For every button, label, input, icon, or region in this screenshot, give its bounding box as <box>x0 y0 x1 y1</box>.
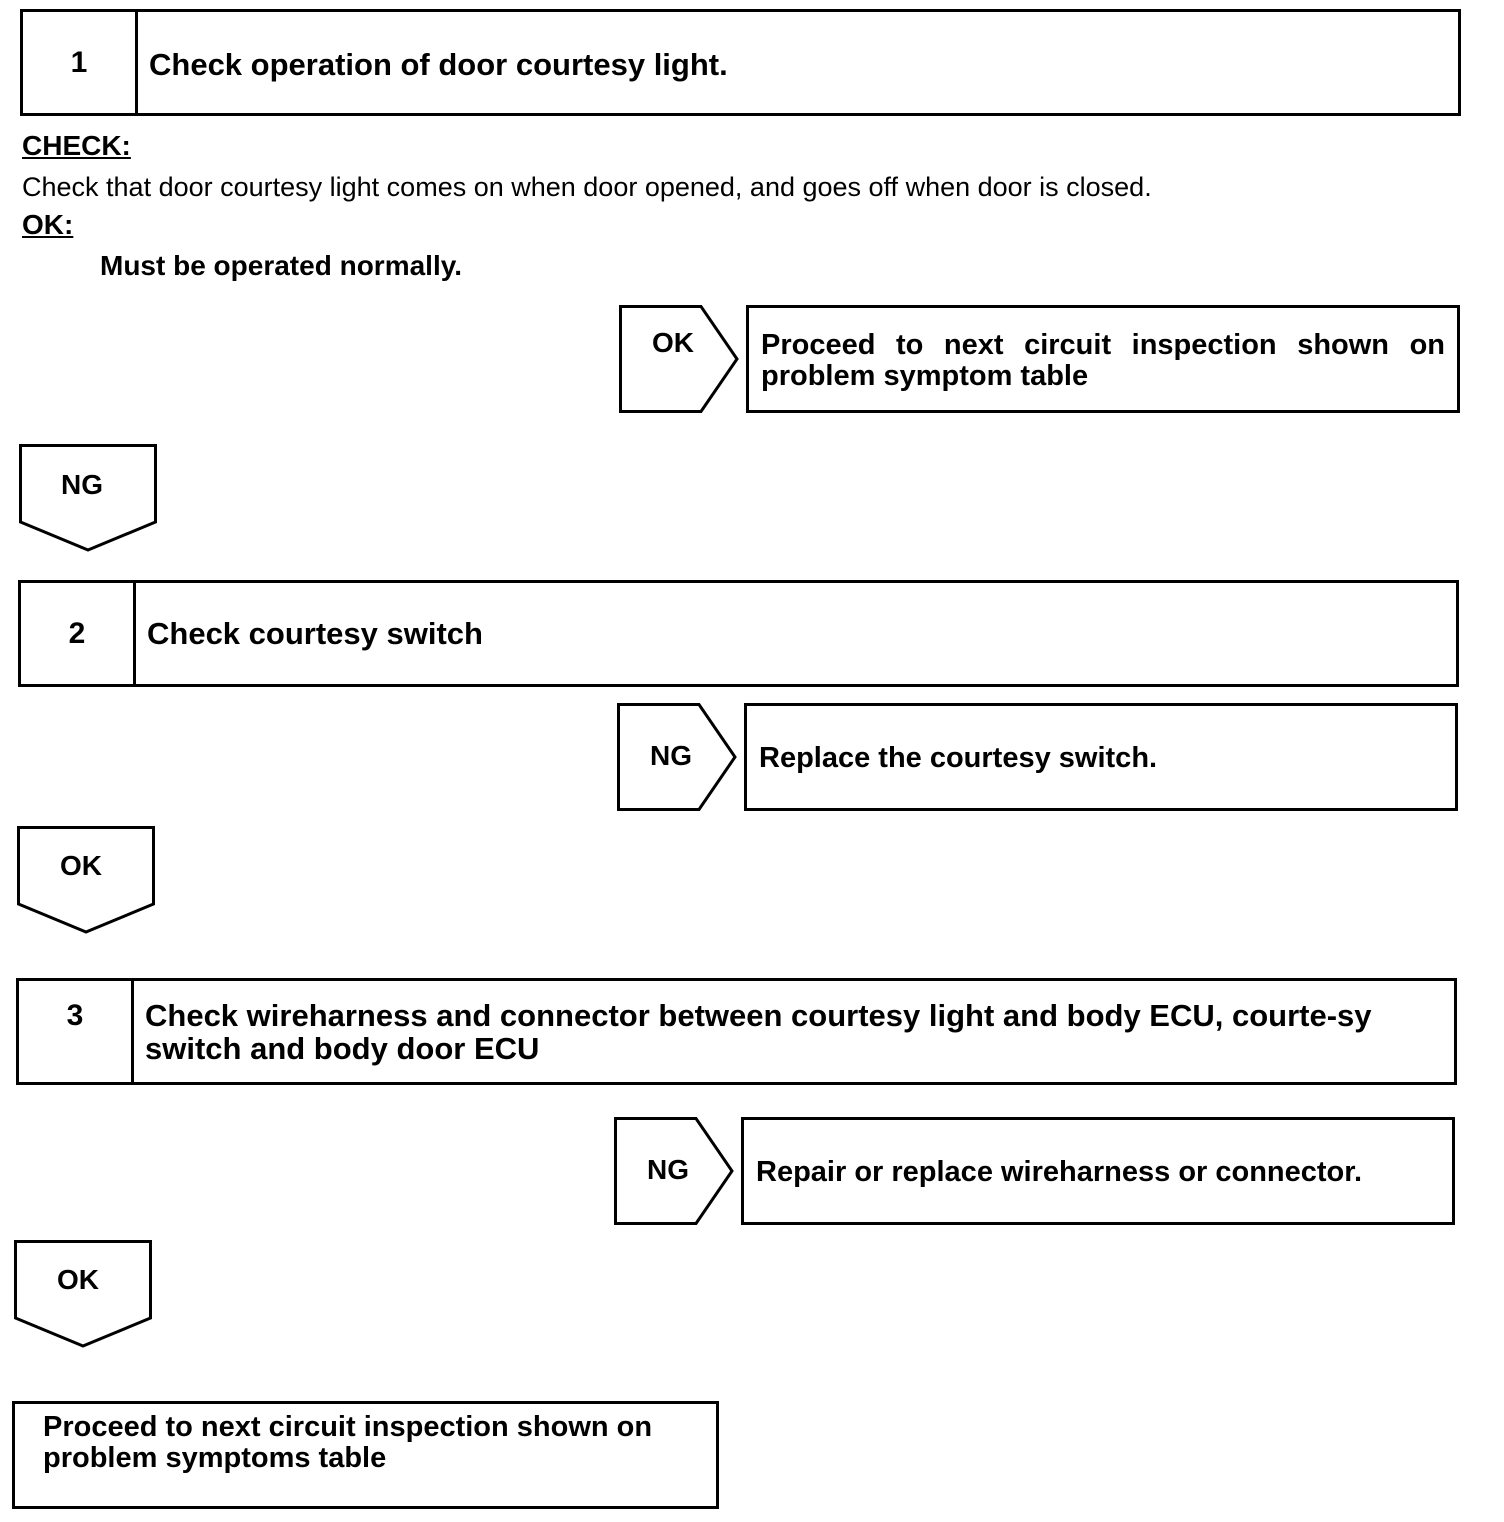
step-3-box <box>16 978 1457 1085</box>
step-1-box <box>20 9 1461 116</box>
step-2-number: 2 <box>21 583 136 684</box>
step-2-ng-result-text: Replace the courtesy switch. <box>759 742 1158 774</box>
step-2-box <box>18 580 1459 687</box>
step-1-number: 1 <box>23 12 138 113</box>
step-2-title: Check courtesy switch <box>147 616 483 651</box>
ok-arrow-right <box>619 305 741 413</box>
step-1-ok-tag: OK <box>652 327 694 358</box>
step-3-ok-tag: OK <box>57 1264 99 1295</box>
step-2-ok-tag: OK <box>60 850 102 881</box>
ok-label: OK: <box>22 209 74 240</box>
check-text: Check that door courtesy light comes on when door opened, and goes off when door is closed. <box>22 172 1152 202</box>
step-1-ok-result <box>746 305 1460 413</box>
check-label: CHECK: <box>22 130 131 161</box>
step-1-ok-result-text: Proceed to next circuit inspection shown on problem symptom table <box>761 329 1445 392</box>
step-2-ng-result <box>744 703 1458 811</box>
step-3-title: Check wireharness and connector between courtesy light and body ECU, courte-sy switch and body door ECU <box>145 998 1372 1066</box>
step-3-ng-result-text: Repair or replace wireharness or connector. <box>756 1156 1363 1188</box>
final-result-text: Proceed to next circuit inspection shown on problem symptoms table <box>43 1411 653 1474</box>
step-3-ng-tag: NG <box>647 1154 689 1185</box>
ok-text: Must be operated normally. <box>100 250 462 281</box>
step-3-number: 3 <box>19 981 134 1082</box>
step-2-ng-tag: NG <box>650 740 692 771</box>
final-result-box <box>12 1401 719 1509</box>
step-1-ng-tag: NG <box>61 469 103 500</box>
step-3-ng-result <box>741 1117 1455 1225</box>
step-1-title: Check operation of door courtesy light. <box>149 47 728 82</box>
